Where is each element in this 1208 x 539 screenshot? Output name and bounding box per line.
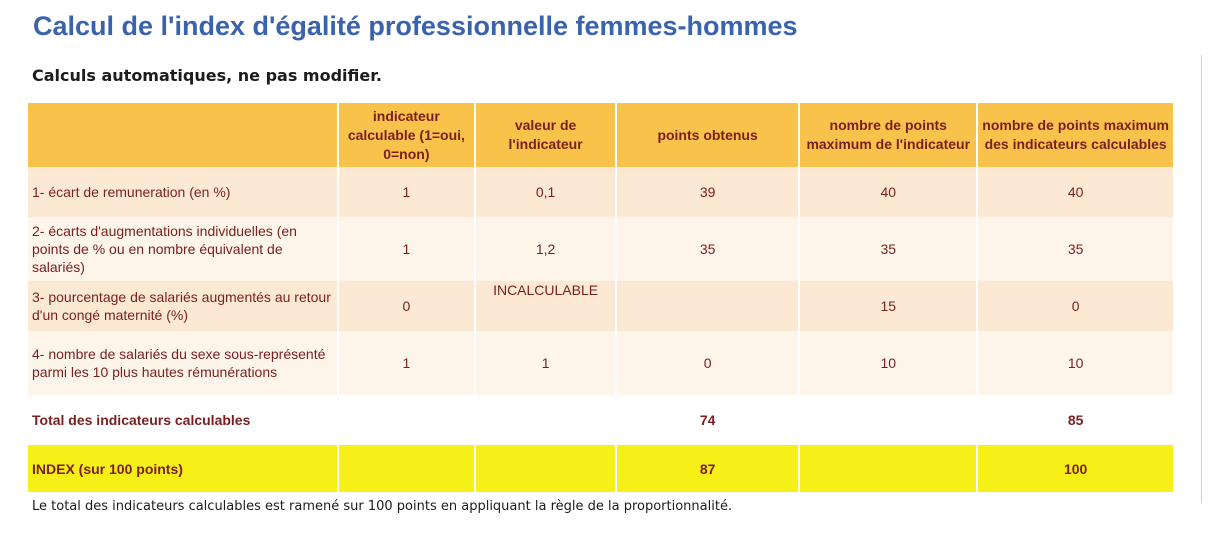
cell-max-indicateur: 10 xyxy=(799,331,977,395)
header-max-calculables: nombre de points maximum des indicateurs calculables xyxy=(977,103,1174,167)
cell-max-calculables: 10 xyxy=(977,331,1174,395)
table-row xyxy=(28,331,1174,395)
cell-max-calculables: 35 xyxy=(977,217,1174,281)
header-max-indicateur: nombre de points maximum de l'indicateur xyxy=(799,103,977,167)
index-empty-cell xyxy=(338,445,476,492)
header-valeur: valeur de l'indicateur xyxy=(475,103,616,167)
total-label: Total des indicateurs calculables xyxy=(28,395,338,445)
cell-calculable: 0 xyxy=(338,281,476,331)
table-header-row xyxy=(28,103,1174,167)
header-label-column xyxy=(28,103,338,167)
page-title: Calcul de l'index d'égalité professionnelle femmes-hommes xyxy=(33,11,798,41)
total-empty-cell xyxy=(338,395,476,445)
index-table xyxy=(28,103,1175,492)
row-label: 1- écart de remuneration (en %) xyxy=(28,167,338,217)
table-row xyxy=(28,167,1174,217)
page-edge-rule xyxy=(1201,55,1202,503)
cell-valeur: 1,2 xyxy=(475,217,616,281)
cell-max-indicateur: 35 xyxy=(799,217,977,281)
cell-points: 35 xyxy=(616,217,799,281)
incalculable-text: INCALCULABLE xyxy=(493,282,599,298)
cell-max-calculables: 0 xyxy=(977,281,1174,331)
header-points-obtenus: points obtenus xyxy=(616,103,799,167)
row-label: 3- pourcentage de salariés augmentés au retour d'un congé maternité (%) xyxy=(28,281,338,331)
index-empty-cell xyxy=(799,445,977,492)
index-row xyxy=(28,445,1174,492)
row-label: 4- nombre de salariés du sexe sous-représenté parmi les 10 plus hautes rémunérations xyxy=(28,331,338,395)
cell-calculable: 1 xyxy=(338,331,476,395)
total-max-calculables: 85 xyxy=(977,395,1174,445)
page-subtitle: Calculs automatiques, ne pas modifier. xyxy=(32,66,382,85)
header-calculable: indicateur calculable (1=oui, 0=non) xyxy=(338,103,476,167)
cell-calculable: 1 xyxy=(338,167,476,217)
index-points: 87 xyxy=(616,445,799,492)
cell-points: 39 xyxy=(616,167,799,217)
table-row xyxy=(28,217,1174,281)
total-empty-cell xyxy=(475,395,616,445)
cell-max-indicateur: 40 xyxy=(799,167,977,217)
cell-max-calculables: 40 xyxy=(977,167,1174,217)
cell-points xyxy=(616,281,799,331)
index-empty-cell xyxy=(475,445,616,492)
index-max: 100 xyxy=(977,445,1174,492)
total-points: 74 xyxy=(616,395,799,445)
cell-valeur xyxy=(475,281,616,331)
index-label: INDEX (sur 100 points) xyxy=(28,445,338,492)
cell-valeur: 0,1 xyxy=(475,167,616,217)
cell-calculable: 1 xyxy=(338,217,476,281)
cell-valeur: 1 xyxy=(475,331,616,395)
total-empty-cell xyxy=(799,395,977,445)
total-row xyxy=(28,395,1174,445)
cell-points: 0 xyxy=(616,331,799,395)
footnote: Le total des indicateurs calculables est ramené sur 100 points en appliquant la règle de la proportionnalité. xyxy=(32,499,733,514)
cell-max-indicateur: 15 xyxy=(799,281,977,331)
row-label: 2- écarts d'augmentations individuelles (en points de % ou en nombre équivalent de salariés) xyxy=(28,217,338,281)
table-row xyxy=(28,281,1174,331)
